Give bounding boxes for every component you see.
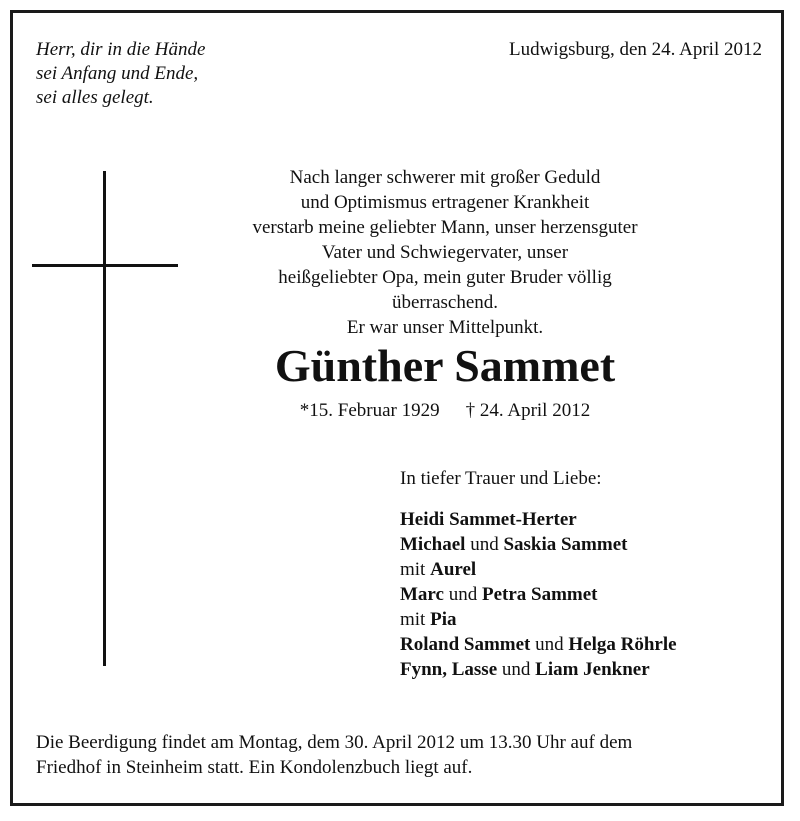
cross-icon [103,171,106,666]
cross-icon-bar [32,264,178,267]
mourning-title: In tiefer Trauer und Liebe: [400,468,602,489]
family-name: Marc [400,584,444,605]
family-name: Aurel [430,559,477,580]
place-date: Ludwigsburg, den 24. April 2012 [509,39,762,60]
family-name: Michael [400,534,466,555]
family-name: Helga Röhrle [568,634,677,655]
life-dates [180,398,710,423]
family-name: Liam Jenkner [535,659,650,680]
family-line [400,532,677,557]
family-name: Petra Sammet [481,584,598,605]
prefix: mit [400,609,431,630]
death-date: † 24. April 2012 [465,400,591,421]
conjunction: und [530,634,569,655]
conjunction: und [443,584,482,605]
family-line [400,657,677,682]
funeral-line: Friedhof in Steinheim statt. Ein Kondolenzbuch liegt auf. [36,757,473,778]
funeral-info [36,730,632,780]
intro-line: überraschend. [391,292,499,313]
motto-line: sei Anfang und Ende, [36,63,199,84]
family-name: Saskia Sammet [503,534,628,555]
birth-date: *15. Februar 1929 [299,400,440,421]
motto-line: sei alles gelegt. [36,87,154,108]
family-name: Heidi Sammet-Herter [400,509,577,530]
family-name: Pia [430,609,457,630]
intro-line: Er war unser Mittelpunkt. [346,317,544,338]
family-list [400,507,677,682]
intro-line: verstarb meine geliebter Mann, unser herzensguter [252,217,638,238]
family-name: Roland Sammet [400,634,531,655]
conjunction: und [497,659,536,680]
funeral-line: Die Beerdigung findet am Montag, dem 30. April 2012 um 13.30 Uhr auf dem [36,732,633,753]
intro-line: heißgeliebter Opa, mein guter Bruder völlig [278,267,612,288]
motto-line: Herr, dir in die Hände [36,39,206,60]
family-line [400,632,677,657]
family-name: Fynn, Lasse [400,659,498,680]
prefix: mit [400,559,431,580]
family-line [400,607,677,632]
family-line [400,557,677,582]
deceased-name: Günther Sammet [274,340,616,391]
intro-line: Vater und Schwiegervater, unser [321,242,569,263]
motto-verse [36,38,205,110]
intro-line: und Optimismus ertragener Krankheit [300,192,590,213]
family-line [400,507,677,532]
family-line [400,582,677,607]
conjunction: und [465,534,504,555]
intro-line: Nach langer schwerer mit großer Geduld [289,167,601,188]
intro-text [180,165,710,340]
